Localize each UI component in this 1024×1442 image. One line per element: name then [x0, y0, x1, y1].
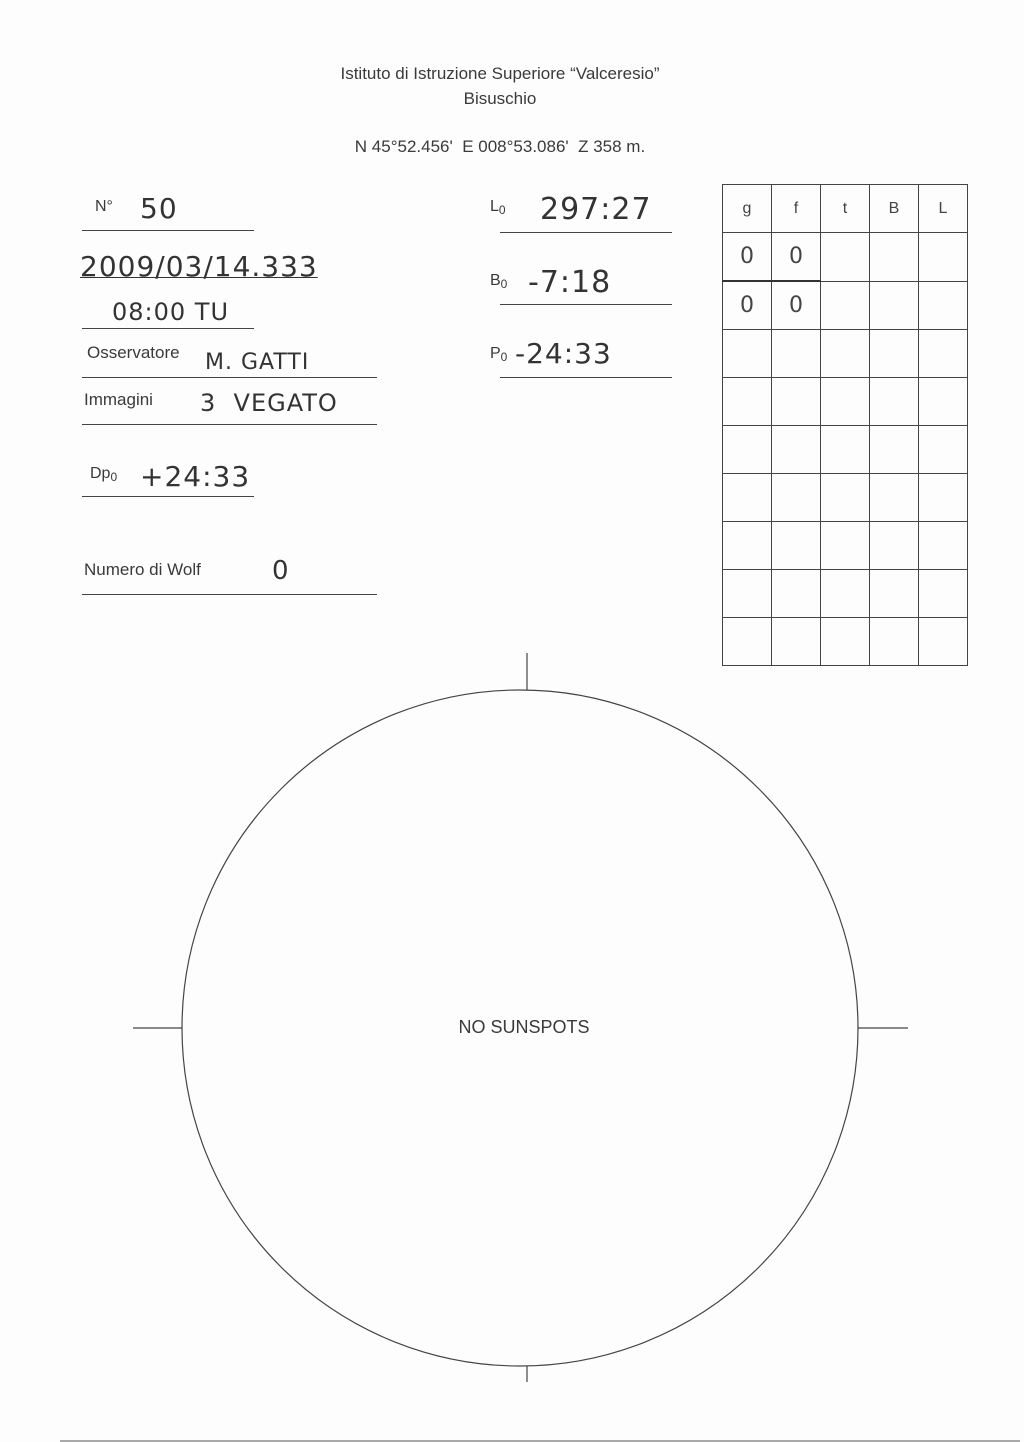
images-label: Immagini	[84, 390, 153, 409]
site-coordinates: N 45°52.456' E 008°53.086' Z 358 m.	[354, 137, 646, 156]
number-label: N°	[95, 198, 113, 215]
b0-label-sub: 0	[500, 277, 508, 291]
b0-value: -7:18	[528, 265, 612, 300]
dp0-label-main: Dp	[90, 465, 111, 482]
l0-label-sub: 0	[498, 203, 506, 217]
number-value: 50	[140, 192, 178, 225]
header-g: g	[723, 185, 772, 233]
header-b: B	[870, 185, 919, 233]
wolf-label: Numero di Wolf	[84, 560, 201, 579]
p0-label-sub: 0	[500, 350, 508, 364]
wolf-value: 0	[272, 556, 290, 586]
l0-value: 297:27	[540, 192, 652, 227]
institute-title: Istituto di Istruzione Superiore “Valceresio”	[340, 64, 660, 83]
b0-label-main: B	[490, 272, 501, 289]
p0-value: -24:33	[515, 337, 612, 370]
dp0-value: +24:33	[140, 460, 251, 493]
table-cell: 0	[772, 233, 821, 282]
header-l: L	[919, 185, 968, 233]
no-sunspots-label: NO SUNSPOTS	[458, 1017, 590, 1037]
header-t: t	[821, 185, 870, 233]
dp0-label-sub: 0	[110, 470, 118, 484]
date-value: 2009/03/14.333	[80, 250, 318, 283]
table-cell: 0	[723, 233, 772, 282]
header-f: f	[772, 185, 821, 233]
p0-label-main: P	[490, 345, 501, 362]
l0-label-main: L	[490, 198, 499, 215]
table-cell: 0	[772, 281, 821, 330]
observer-value: M. GATTI	[205, 350, 310, 375]
observer-label: Osservatore	[87, 343, 180, 362]
time-value: 08:00 TU	[112, 298, 230, 326]
town-name: Bisuschio	[463, 89, 537, 108]
images-value: 3 VEGATO	[200, 389, 338, 417]
table-cell: 0	[723, 281, 772, 330]
